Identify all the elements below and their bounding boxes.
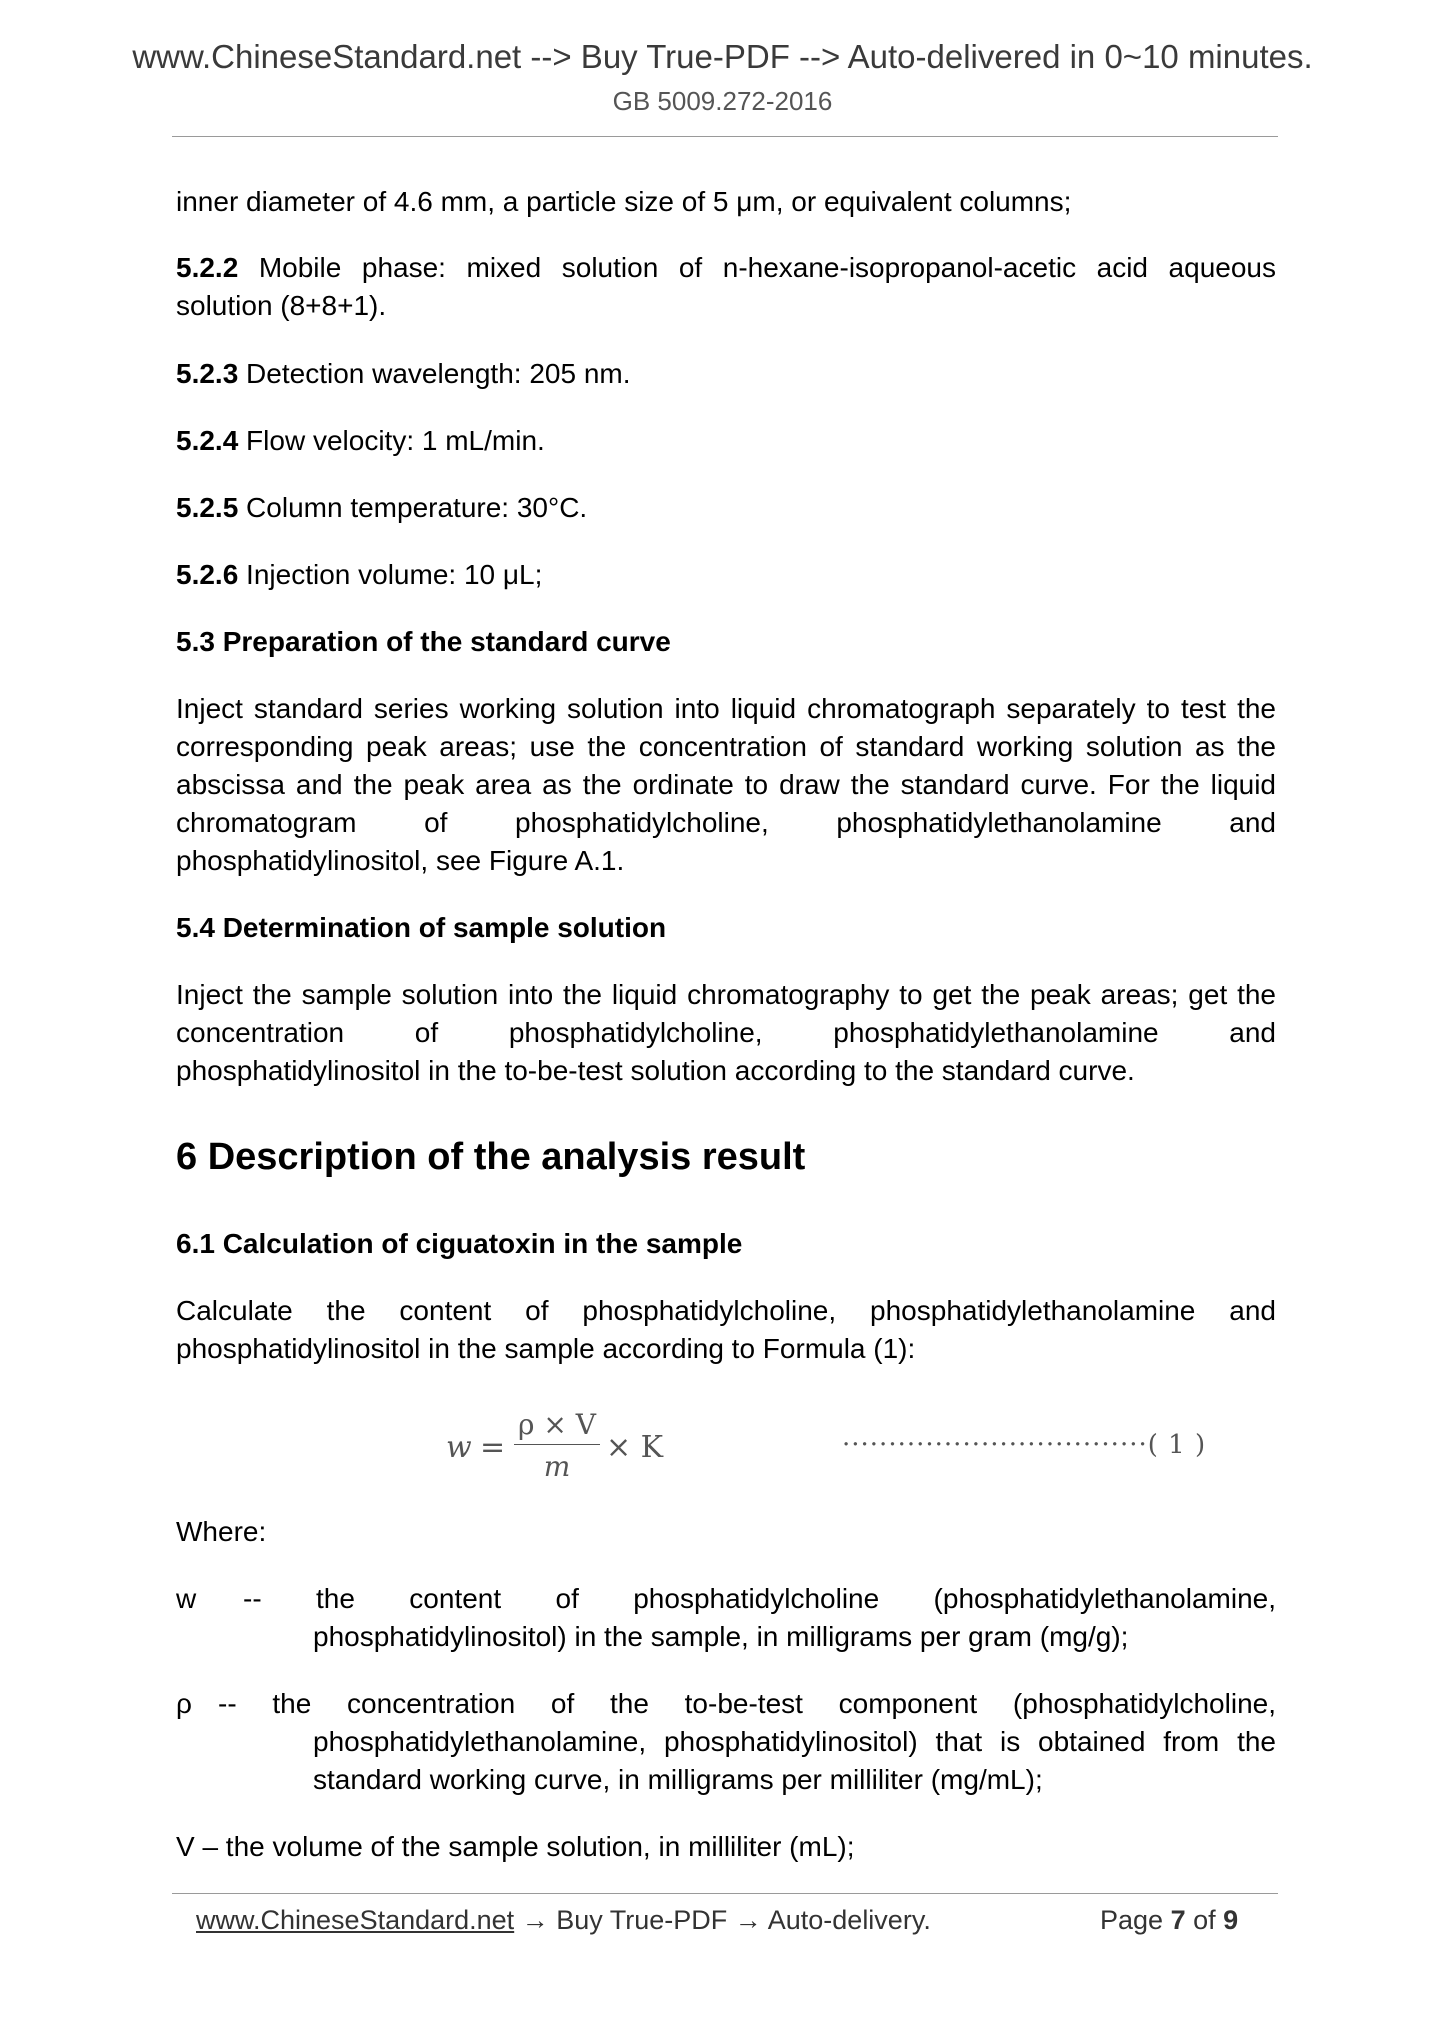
clause-5-2-4 (176, 422, 1276, 460)
formula-denominator: m (543, 1450, 571, 1483)
page-number: 7 (1170, 1905, 1186, 1935)
clause-text: Column temperature: 30°C. (238, 492, 588, 523)
clause-number: 5.2.2 (176, 252, 239, 283)
formula-numerator: ρ × V (518, 1408, 596, 1441)
heading-5-4: 5.4 Determination of sample solution (176, 912, 667, 943)
definition-v: V – the volume of the sample solution, in milliliter (mL); (176, 1831, 855, 1862)
heading-6-1: 6.1 Calculation of ciguatoxin in the sample (176, 1228, 743, 1259)
clause-5-2-2 (176, 249, 1276, 325)
fraction-bar (514, 1444, 600, 1445)
definition-rho-first-line: -- the concentration of the to-be-test component (phosphatidylcholine, (218, 1688, 1276, 1719)
clause-5-2-5 (176, 489, 1276, 527)
symbol-w: w (176, 1583, 197, 1614)
header-rule (172, 136, 1278, 137)
clause-number: 5.2.4 (176, 425, 239, 456)
heading-6: 6 Description of the analysis result (176, 1136, 806, 1178)
formula-number (842, 1430, 1206, 1460)
formula-leader-dots: ································· (842, 1430, 1148, 1460)
definition-rho-rest: phosphatidylethanolamine, phosphatidylinositol) that is obtained from the standard working curve, in milligrams per milliliter (mg/mL); (313, 1726, 1276, 1795)
page-indicator (1100, 1905, 1238, 1936)
footer-site-link[interactable]: www.ChineseStandard.net (196, 1905, 515, 1935)
page-total: 9 (1223, 1905, 1239, 1935)
symbol-rho: ρ (176, 1688, 192, 1719)
footer-rule (172, 1893, 1278, 1894)
formula-lhs: w (446, 1430, 472, 1465)
where-label: Where: (176, 1516, 267, 1547)
clause-number: 5.2.5 (176, 492, 239, 523)
paragraph-5-3: Inject standard series working solution into liquid chromatograph separately to test the corresponding peak areas; use the concentration of standard working solution as the abscissa and the peak area as the ordinate to draw the standard curve. For the liquid chromatogram of phosphatidylcholine, phosphatidylethanolamine and phosphatidylinositol, see Figure A.1. (176, 693, 1276, 876)
clause-5-2-3 (176, 355, 1276, 393)
paragraph-column-cont: inner diameter of 4.6 mm, a particle size of 5 μm, or equivalent columns; (176, 186, 1072, 217)
formula-number-label: ( 1 ) (1147, 1430, 1207, 1460)
clause-text: Mobile phase: mixed solution of n-hexane-isopropanol-acetic acid aqueous solution (8+8+1). (176, 252, 1276, 321)
formula-1 (440, 1408, 1280, 1498)
page-of-label: of (1193, 1905, 1216, 1935)
clause-number: 5.2.3 (176, 358, 239, 389)
formula-equals: = (480, 1430, 506, 1465)
clause-5-2-6 (176, 556, 1276, 594)
clause-text: Flow velocity: 1 mL/min. (238, 425, 545, 456)
clause-number: 5.2.6 (176, 559, 239, 590)
footer-link-text (196, 1905, 931, 1936)
definition-w-first-line: -- the content of phosphatidylcholine (phosphatidylethanolamine, (243, 1583, 1276, 1614)
definition-w-rest: phosphatidylinositol) in the sample, in milligrams per gram (mg/g); (313, 1621, 1129, 1652)
document-code: GB 5009.272-2016 (612, 86, 833, 116)
heading-5-3: 5.3 Preparation of the standard curve (176, 626, 671, 657)
footer-tail: → Buy True-PDF → Auto-delivery. (514, 1905, 931, 1935)
paragraph-6-1: Calculate the content of phosphatidylcholine, phosphatidylethanolamine and phosphatidylinositol in the sample according to Formula (1): (176, 1295, 1276, 1364)
page-label: Page (1100, 1905, 1164, 1935)
clause-text: Injection volume: 10 μL; (238, 559, 543, 590)
clause-text: Detection wavelength: 205 nm. (238, 358, 631, 389)
paragraph-5-4: Inject the sample solution into the liquid chromatography to get the peak areas; get the concentration of phosphatidylcholine, phosphatidylethanolamine and phosphatidylinositol in the to-be-test solution according to the standard curve. (176, 979, 1276, 1086)
header-banner[interactable]: www.ChineseStandard.net --> Buy True-PDF --> Auto-delivered in 0~10 minutes. (132, 38, 1313, 75)
formula-times-k: × K (606, 1430, 664, 1465)
